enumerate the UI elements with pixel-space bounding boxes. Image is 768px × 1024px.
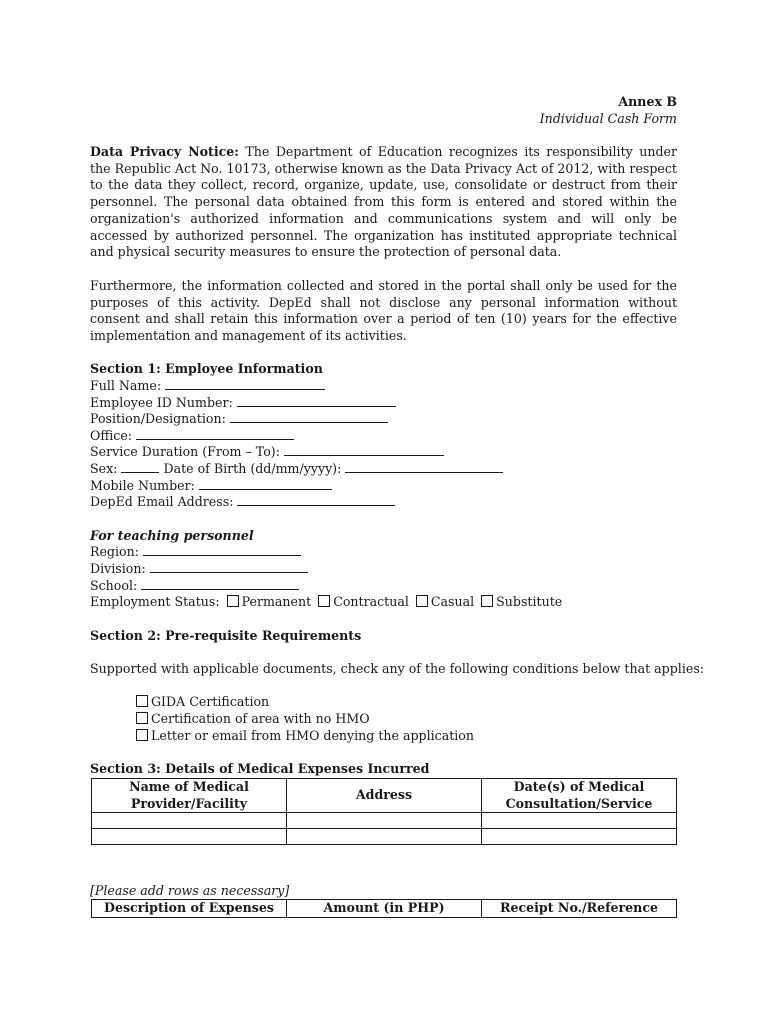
dob-label: Date of Birth (dd/mm/yyyy): xyxy=(163,461,342,476)
position-field xyxy=(90,411,388,428)
add-rows-note: [Please add rows as necessary] xyxy=(90,883,290,898)
table-cell[interactable] xyxy=(92,829,287,845)
service-duration-label: Service Duration (From – To): xyxy=(90,444,280,459)
table-cell[interactable] xyxy=(287,829,482,845)
table-header-row xyxy=(92,779,677,813)
mobile-field xyxy=(90,478,332,495)
office-label: Office: xyxy=(90,428,133,443)
table-header-row xyxy=(92,900,677,918)
division-blank[interactable] xyxy=(150,561,308,573)
table-header-cell: Name of Medical Provider/Facility xyxy=(92,779,287,813)
school-field xyxy=(90,578,299,595)
employee-id-blank[interactable] xyxy=(237,395,396,407)
privacy-notice-paragraph xyxy=(90,144,677,261)
table-cell[interactable] xyxy=(482,829,677,845)
office-blank[interactable] xyxy=(136,428,294,440)
requirement-option xyxy=(136,711,370,728)
table-cell[interactable] xyxy=(482,813,677,829)
status-contractual-checkbox[interactable] xyxy=(318,595,330,607)
medical-provider-table xyxy=(91,778,677,845)
position-label: Position/Designation: xyxy=(90,411,226,426)
table-header-cell: Address xyxy=(287,779,482,813)
privacy-notice-text: The Department of Education recognizes its responsibility under the Republic Act No. 10173, otherwise known as the Data Privacy Act of 2012, with respect to the data they collect, record, organize, update, use, consolidate or destruct from their personnel. The personal data obtained from this form is entered and stored within the organization's authorized information and communications system and will only be accessed by authorized personnel. The organization has instituted appropriate technical and physical security measures to ensure the protection of personal data. xyxy=(90,144,677,260)
no-hmo-certification-checkbox[interactable] xyxy=(136,712,148,724)
sex-dob-field xyxy=(90,461,503,478)
hmo-denial-label: Letter or email from HMO denying the application xyxy=(151,728,474,743)
requirement-option xyxy=(136,728,474,745)
status-casual-label: Casual xyxy=(430,594,475,609)
mobile-label: Mobile Number: xyxy=(90,478,195,493)
employee-id-label: Employee ID Number: xyxy=(90,395,233,410)
school-blank[interactable] xyxy=(141,578,299,590)
mobile-blank[interactable] xyxy=(199,478,332,490)
status-substitute-checkbox[interactable] xyxy=(481,595,493,607)
gida-label: GIDA Certification xyxy=(151,694,270,709)
status-casual-checkbox[interactable] xyxy=(416,595,428,607)
table-header-cell: Receipt No./Reference xyxy=(482,900,677,918)
section-3-title: Section 3: Details of Medical Expenses Incurred xyxy=(90,761,430,776)
table-cell[interactable] xyxy=(287,813,482,829)
annex-label: Annex B xyxy=(618,94,677,109)
dob-blank[interactable] xyxy=(345,461,503,473)
privacy-retention-paragraph: Furthermore, the information collected and stored in the portal shall only be used for the purposes of this activity. DepEd shall not disclose any personal information without consent and shall retain this information over a period of ten (10) years for the effective implementation and management of its activities. xyxy=(90,278,677,344)
table-row xyxy=(92,829,677,845)
full-name-label: Full Name: xyxy=(90,378,162,393)
email-blank[interactable] xyxy=(237,494,395,506)
sex-label: Sex: xyxy=(90,461,118,476)
email-label: DepEd Email Address: xyxy=(90,494,234,509)
school-label: School: xyxy=(90,578,138,593)
service-duration-field xyxy=(90,444,444,461)
service-duration-blank[interactable] xyxy=(284,444,444,456)
requirement-option xyxy=(136,694,269,711)
sex-blank[interactable] xyxy=(121,461,159,473)
region-label: Region: xyxy=(90,544,139,559)
status-substitute-label: Substitute xyxy=(496,594,563,609)
office-field xyxy=(90,428,294,445)
section-1-title: Section 1: Employee Information xyxy=(90,361,323,376)
section-2-instruction: Supported with applicable documents, check any of the following conditions below that applies: xyxy=(90,661,705,676)
privacy-notice-label: Data Privacy Notice: xyxy=(90,144,239,159)
division-label: Division: xyxy=(90,561,146,576)
full-name-blank[interactable] xyxy=(165,378,325,390)
teaching-personnel-heading: For teaching personnel xyxy=(90,528,254,543)
division-field xyxy=(90,561,308,578)
region-blank[interactable] xyxy=(143,544,301,556)
table-header-cell: Amount (in PHP) xyxy=(287,900,482,918)
employment-status-label: Employment Status: xyxy=(90,594,220,609)
table-header-cell: Description of Expenses xyxy=(92,900,287,918)
table-cell[interactable] xyxy=(92,813,287,829)
gida-checkbox[interactable] xyxy=(136,695,148,707)
position-blank[interactable] xyxy=(230,411,388,423)
table-row xyxy=(92,813,677,829)
hmo-denial-checkbox[interactable] xyxy=(136,729,148,741)
region-field xyxy=(90,544,301,561)
table-header-cell: Date(s) of Medical Consultation/Service xyxy=(482,779,677,813)
section-2-title: Section 2: Pre-requisite Requirements xyxy=(90,628,362,643)
expenses-table xyxy=(91,899,677,918)
status-permanent-label: Permanent xyxy=(241,594,312,609)
employment-status-field xyxy=(90,594,562,611)
no-hmo-certification-label: Certification of area with no HMO xyxy=(151,711,370,726)
employee-id-field xyxy=(90,395,396,412)
status-contractual-label: Contractual xyxy=(333,594,409,609)
form-name: Individual Cash Form xyxy=(539,111,677,126)
email-field xyxy=(90,494,395,511)
full-name-field xyxy=(90,378,325,395)
status-permanent-checkbox[interactable] xyxy=(227,595,239,607)
